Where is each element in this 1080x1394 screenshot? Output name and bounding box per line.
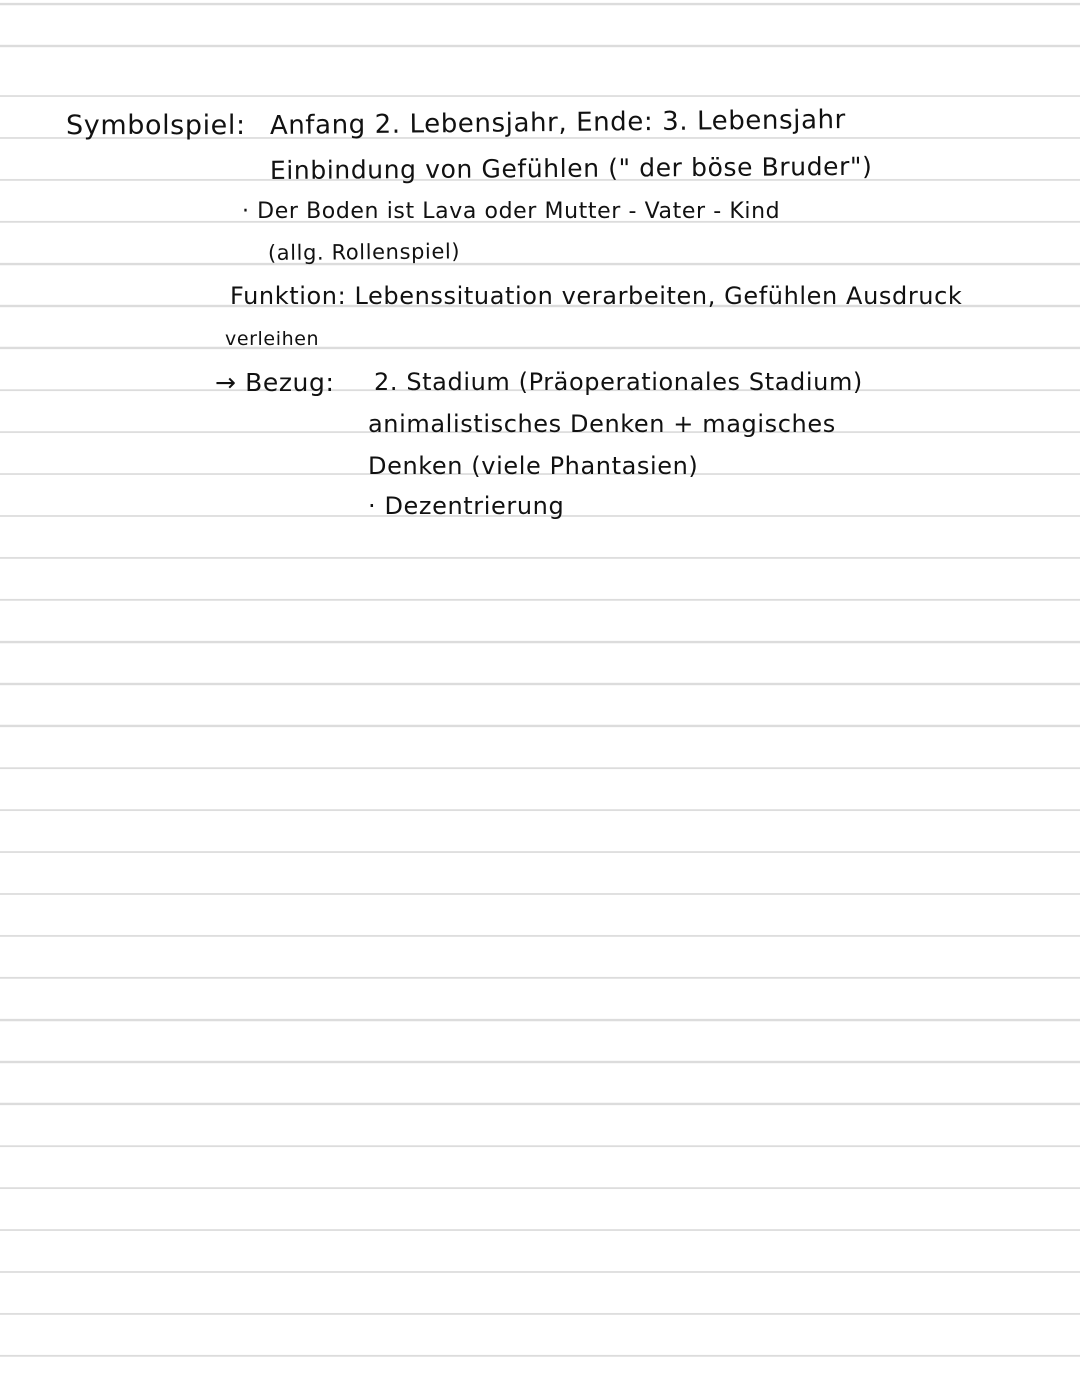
note-line-decentering: · Dezentrierung bbox=[368, 492, 565, 520]
note-line-age-range: Anfang 2. Lebensjahr, Ende: 3. Lebensjahr bbox=[269, 104, 847, 141]
note-line-thinking-continued: Denken (viele Phantasien) bbox=[368, 452, 699, 480]
note-label-bezug: → Bezug: bbox=[215, 368, 335, 397]
note-line-function: Funktion: Lebenssituation verarbeiten, Gefühlen Ausdruck bbox=[230, 282, 963, 310]
note-line-thinking: animalistisches Denken + magisches bbox=[368, 410, 836, 438]
note-line-emotions: Einbindung von Gefühlen (" der böse Bruder") bbox=[269, 151, 873, 185]
note-line-examples: · Der Boden ist Lava oder Mutter - Vater - Kind bbox=[242, 199, 781, 224]
note-line-roleplay: (allg. Rollenspiel) bbox=[267, 239, 461, 265]
note-heading-symbolspiel: Symbolspiel: bbox=[66, 110, 246, 141]
note-line-function-continued: verleihen bbox=[225, 328, 320, 350]
note-line-stage: 2. Stadium (Präoperationales Stadium) bbox=[374, 368, 863, 396]
